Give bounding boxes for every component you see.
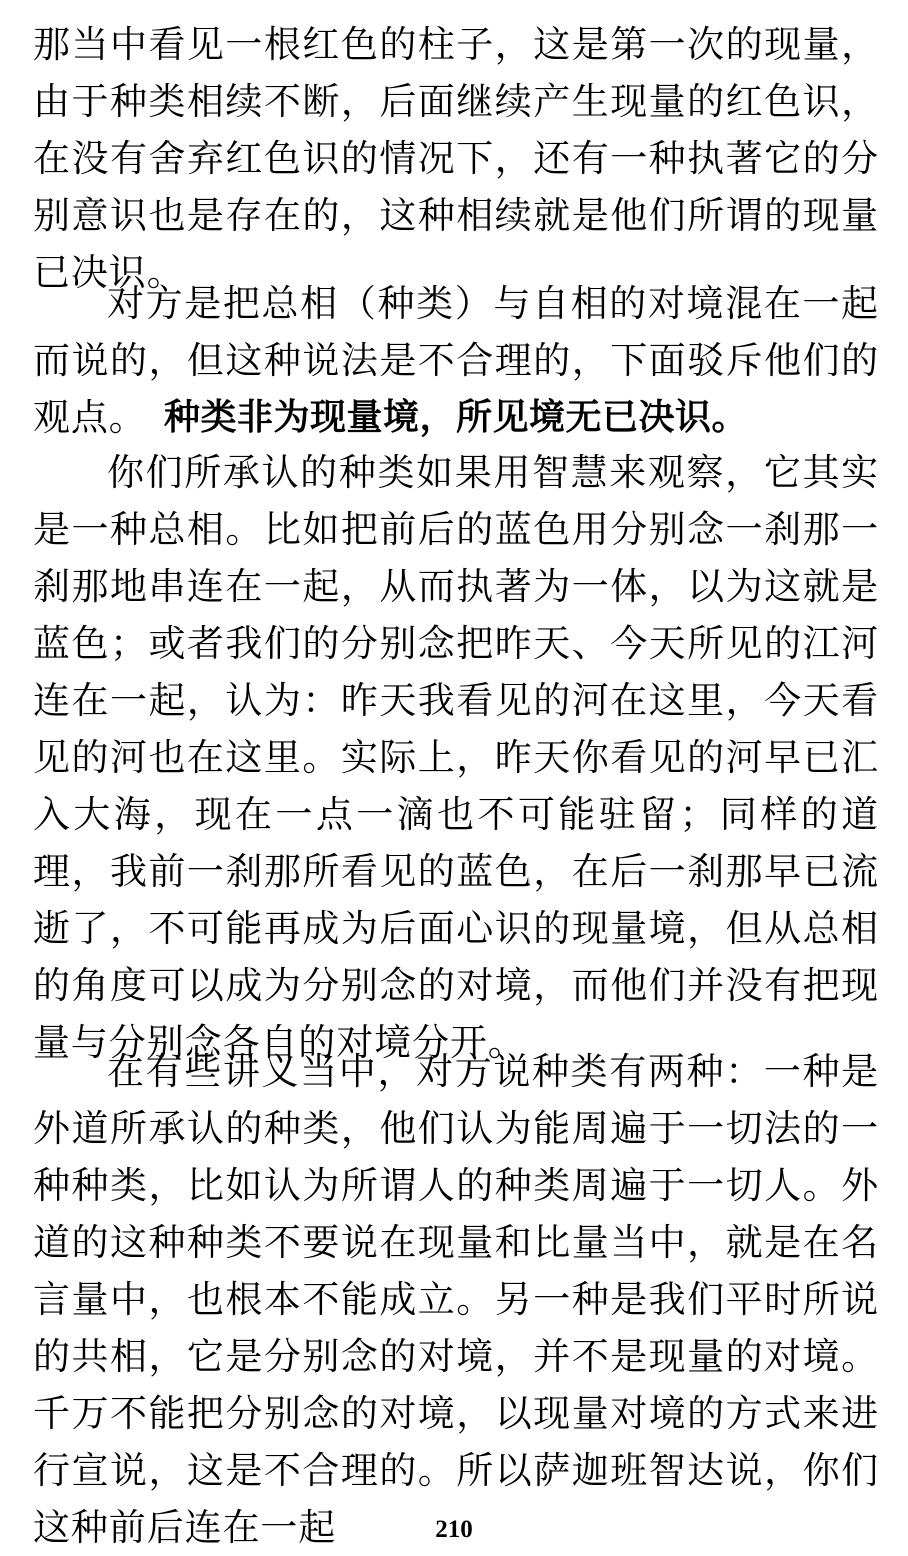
page-number: 210 <box>435 1516 473 1543</box>
paragraph-opponent-view: 对方是把总相（种类）与自相的对境混在一起而说的，但这种说法是不合理的，下面驳斥他们的观点。 <box>33 282 879 439</box>
paragraph-refutation: 你们所承认的种类如果用智慧来观察，它其实是一种总相。比如把前后的蓝色用分别念一刹那一刹那地串连在一起，从而执著为一体，以为这就是蓝色；或者我们的分别念把昨天、今天所见的江河连在一起，认为：昨天我看见的河在这里，今天看见的河也在这里。实际上，昨天你看见的河早已汇入大海，现在一点一滴也不可能驻留；同样的道理，我前一刹那所看见的蓝色，在后一刹那早已流逝了，不可能再成为后面心识的现量境，但从总相的角度可以成为分别念的对境，而他们并没有把现量与分别念各自的对境分开。 <box>33 451 879 1064</box>
book-page <box>33 0 879 1554</box>
paragraph-commentary: 在有些讲义当中，对方说种类有两种：一种是外道所承认的种类，他们认为能周遍于一切法的一种种类，比如认为所谓人的种类周遍于一切人。外道的这种种类不要说在现量和比量当中，就是在名言量中，也根本不能成立。另一种是我们平时所说的共相，它是分别念的对境，并不是现量的对境。千万不能把分别念的对境，以现量对境的方式来进行宣说，这是不合理的。所以萨迦班智达说，你们这种前后连在一起 <box>33 1050 879 1549</box>
paragraph-continuation: 那当中看见一根红色的柱子，这是第一次的现量，由于种类相续不断，后面继续产生现量的红色识，在没有舍弃红色识的情况下，还有一种执著它的分别意识也是存在的，这种相续就是他们所谓的现量已决识。 <box>33 23 879 294</box>
verse-heading: 种类非为现量境，所见境无已决识。 <box>163 397 748 438</box>
